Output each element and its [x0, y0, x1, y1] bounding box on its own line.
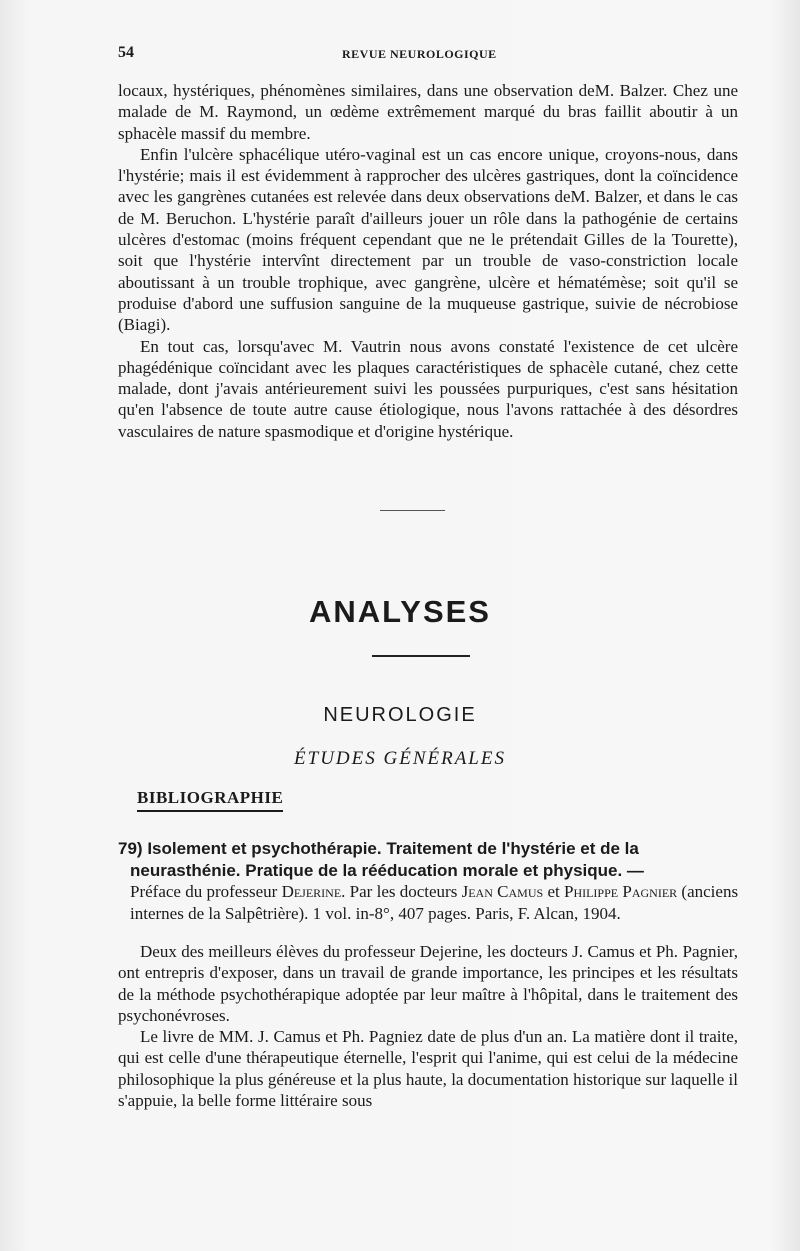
running-head [118, 44, 738, 64]
section-divider [380, 510, 445, 511]
ref-tail: (anciens internes de la Salpêtrière). 1 vol. in-8°, 407 pages. Paris, F. Alcan, 1904. [130, 882, 739, 923]
article-paragraph: Enfin l'ulcère sphacélique utéro-vaginal est un cas encore unique, croyons-nous, dans l'hystérie; mais il est évidemment à rapprocher des ulcères gastriques, dont la coïncidence avec les gangrènes cutanées est relevée dans deux observations deM. Balzer, et dans le cas de M. Beruchon. L'hystérie paraît d'ailleurs jouer un rôle dans la pathogénie de certains ulcères d'estomac (moins fréquent cependant que ne le prétendait Gilles de la Tourette), soit que l'hystérie intervînt directement par un trouble de vaso-constriction locale aboutissant à un trouble trophique, avec gangrène, ulcère et hématémèse; soit qu'il se produise d'abord une suffusion sanguine de la muqueuse gastrique, suivie de nécrobiose (Biagi). [118, 144, 738, 335]
review-paragraph: Deux des meilleurs élèves du professeur Dejerine, les docteurs J. Camus et Ph. Pagnier, ont entrepris d'exposer, dans un travail de grande importance, les principes et les résultats de la méthode psychothérapique adoptée par leur maître à l'hôpital, dans le traitement des psychonévroses. [118, 942, 738, 1025]
category-heading: BIBLIOGRAPHIE [137, 788, 283, 812]
author-name: Philippe Pagnier [563, 882, 678, 901]
entry-title-text: Isolement et psychothérapie. Traitement de l'hystérie et de la neurasthénie. Pratique de la rééducation morale et physique. — [130, 839, 644, 880]
entry-reference [118, 881, 738, 924]
title-underline [372, 655, 470, 657]
entry-title [118, 838, 738, 881]
article-tail [118, 80, 738, 442]
review-paragraph: Le livre de MM. J. Camus et Ph. Pagniez date de plus d'un an. La matière dont il traite, qui est celle d'une thérapeutique éternelle, l'esprit qui l'anime, qui est celui de la médecine philosophique la plus généreuse et la plus haute, la documentation historique sur laquelle il s'appuie, la belle forme littéraire sous [118, 1027, 738, 1111]
ref-and: et [547, 882, 560, 901]
author-name: Jean Camus [461, 882, 544, 901]
page-number: 54 [118, 44, 134, 61]
section-subtitle: NEUROLOGIE [323, 704, 477, 726]
journal-title: REVUE NEUROLOGIQUE [342, 47, 497, 61]
article-paragraph: En tout cas, lorsqu'avec M. Vautrin nous avons constaté l'existence de cet ulcère phagédénique coïncidant avec les plaques caractéristiques de sphacèle cutané, chez cette malade, dont j'avais antérieurement suivi les poussées purpuriques, c'est sans hésitation qu'en l'absence de toute autre cause étiologique, nous l'avons rattachée à des désordres vasculaires de nature spasmodique et d'origine hystérique. [118, 336, 738, 441]
section-title: ANALYSES [309, 594, 491, 629]
bibliography-entry [118, 838, 738, 924]
review-text [118, 941, 738, 1111]
ref-lead: Préface du professeur [130, 882, 278, 901]
ref-mid: . Par les docteurs [341, 882, 458, 901]
entry-number: 79) [118, 839, 143, 858]
preface-author: Dejerine [281, 882, 342, 901]
article-paragraph: locaux, hystériques, phénomènes similaires, dans une observation deM. Balzer. Chez une malade de M. Raymond, un œdème extrêmement marqué du bras faillit aboutir à un sphacèle massif du membre. [118, 81, 738, 143]
subsection-title: ÉTUDES GÉNÉRALES [294, 748, 506, 769]
